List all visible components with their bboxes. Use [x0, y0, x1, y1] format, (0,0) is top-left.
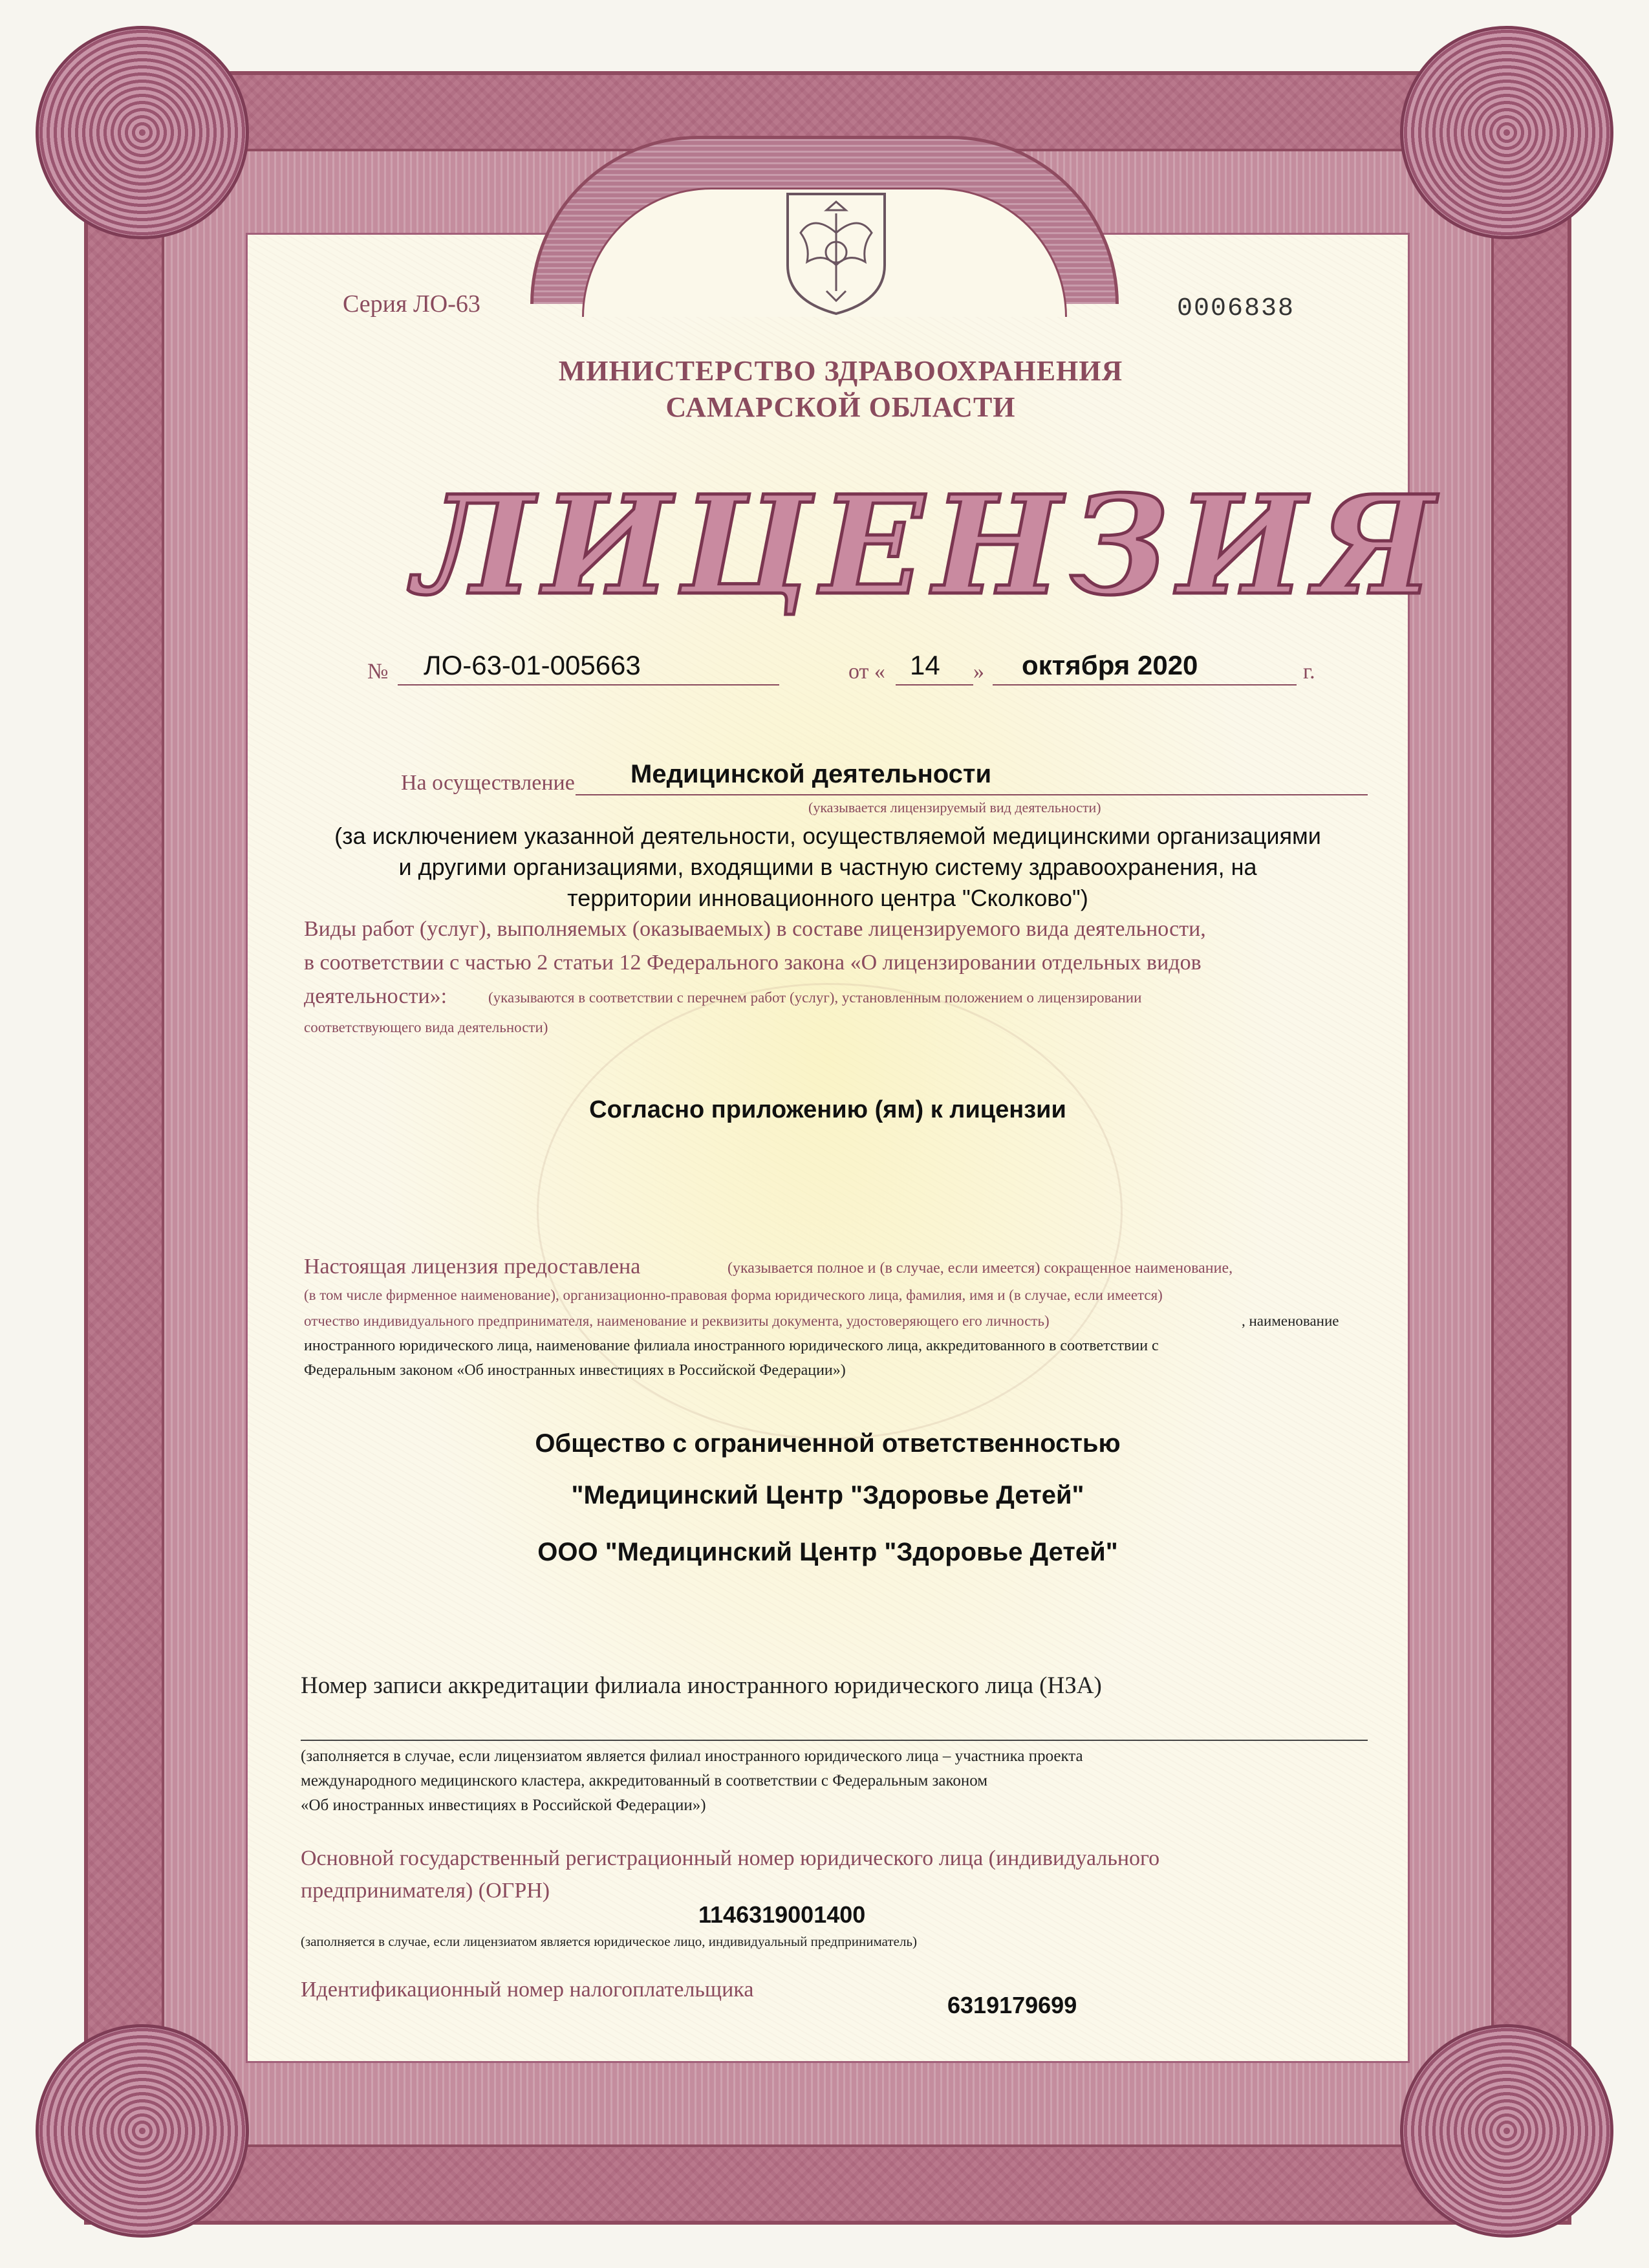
organization-full-name-line-1: Общество с ограниченной ответственностью	[535, 1429, 1121, 1458]
license-day-close: »	[973, 660, 984, 684]
granted-note-5: Федеральным законом «Об иностранных инвестициях в Российской Федерации»)	[304, 1362, 846, 1379]
organization-full-name-line-2: "Медицинский Центр "Здоровье Детей"	[571, 1481, 1084, 1509]
license-month-year: октября 2020	[1022, 650, 1198, 680]
blank-number: 0006838	[1177, 294, 1295, 323]
granted-label: Настоящая лицензия предоставлена	[304, 1255, 641, 1279]
ministry-name-line-2: САМАРСКОЙ ОБЛАСТИ	[665, 391, 1016, 423]
ministry-name-line-1: МИНИСТЕРСТВО ЗДРАВООХРАНЕНИЯ	[558, 355, 1123, 387]
ogrn-label-line-1: Основной государственный регистрационный номер юридического лица (индивидуального	[301, 1846, 1160, 1870]
works-line-3: деятельности»:	[304, 984, 447, 1008]
activity-exclusion-line-1: (за исключением указанной деятельности, осуществляемой медицинскими организациями	[334, 823, 1321, 849]
granted-note-1: (указывается полное и (в случае, если имеется) сокращенное наименование,	[727, 1260, 1233, 1277]
corner-rosette-top-left	[36, 26, 249, 239]
document-title: ЛИЦЕНЗИЯ	[414, 466, 1444, 625]
activity-underline	[576, 794, 1368, 795]
granted-note-4: иностранного юридического лица, наименование филиала иностранного юридического лица, аккредитованного в соответствии с	[304, 1337, 1159, 1354]
inn-label: Идентификационный номер налогоплательщика	[301, 1978, 754, 2002]
activity-value: Медицинской деятельности	[630, 760, 992, 788]
organization-short-name: ООО "Медицинский Центр "Здоровье Детей"	[537, 1538, 1118, 1566]
nza-label: Номер записи аккредитации филиала иностранного юридического лица (НЗА)	[301, 1672, 1102, 1699]
license-year-suffix: г.	[1303, 660, 1315, 684]
license-day-underline	[896, 684, 973, 686]
license-date-from: от «	[848, 660, 885, 684]
activity-exclusion-line-2: и другими организациями, входящими в частную систему здравоохранения, на	[398, 854, 1257, 880]
license-number-prefix: №	[367, 660, 389, 684]
corner-rosette-bottom-left	[36, 2024, 249, 2238]
activity-label: На осуществление	[401, 771, 575, 795]
works-note-2: соответствующего вида деятельности)	[304, 1019, 548, 1035]
license-number: ЛО-63-01-005663	[424, 650, 641, 680]
license-month-year-underline	[993, 684, 1297, 686]
works-line-1: Виды работ (услуг), выполняемых (оказываемых) в составе лицензируемого вида деятельности,	[304, 917, 1206, 941]
ogrn-note: (заполняется в случае, если лицензиатом является юридическое лицо, индивидуальный предприниматель)	[301, 1934, 917, 1949]
activity-hint: (указывается лицензируемый вид деятельности)	[808, 799, 1101, 815]
nza-underline	[301, 1740, 1368, 1741]
inn-value: 6319179699	[947, 1992, 1077, 2018]
corner-rosette-top-right	[1400, 26, 1613, 239]
granted-note-3: отчество индивидуального предпринимателя, наименование и реквизиты документа, удостоверяющего его личность)	[304, 1313, 1050, 1329]
license-number-underline	[398, 684, 779, 686]
coat-of-arms-icon	[781, 188, 891, 317]
works-note-1: (указываются в соответствии с перечнем работ (услуг), установленным положением о лицензировании	[488, 989, 1142, 1006]
granted-note-3b: , наименование	[1242, 1313, 1339, 1329]
granted-note-2: (в том числе фирменное наименование), организационно-правовая форма юридического лица, фамилия, имя и (в случае, если имеется)	[304, 1287, 1163, 1303]
corner-rosette-bottom-right	[1400, 2024, 1613, 2238]
ogrn-value: 1146319001400	[698, 1901, 866, 1928]
nza-note-3: «Об иностранных инвестициях в Российской Федерации»)	[301, 1797, 706, 1814]
series-label: Серия ЛО-63	[343, 290, 480, 318]
license-day: 14	[910, 650, 940, 680]
works-line-2: в соответствии с частью 2 статьи 12 Федерального закона «О лицензировании отдельных видов	[304, 951, 1202, 975]
ogrn-label-line-2: предпринимателя) (ОГРН)	[301, 1879, 550, 1903]
nza-note-2: международного медицинского кластера, аккредитованный в соответствии с Федеральным законом	[301, 1772, 988, 1789]
activity-exclusion-line-3: территории инновационного центра "Сколково")	[567, 885, 1088, 911]
works-value: Согласно приложению (ям) к лицензии	[589, 1096, 1066, 1123]
nza-note-1: (заполняется в случае, если лицензиатом является филиал иностранного юридического лица – участника проекта	[301, 1747, 1083, 1765]
